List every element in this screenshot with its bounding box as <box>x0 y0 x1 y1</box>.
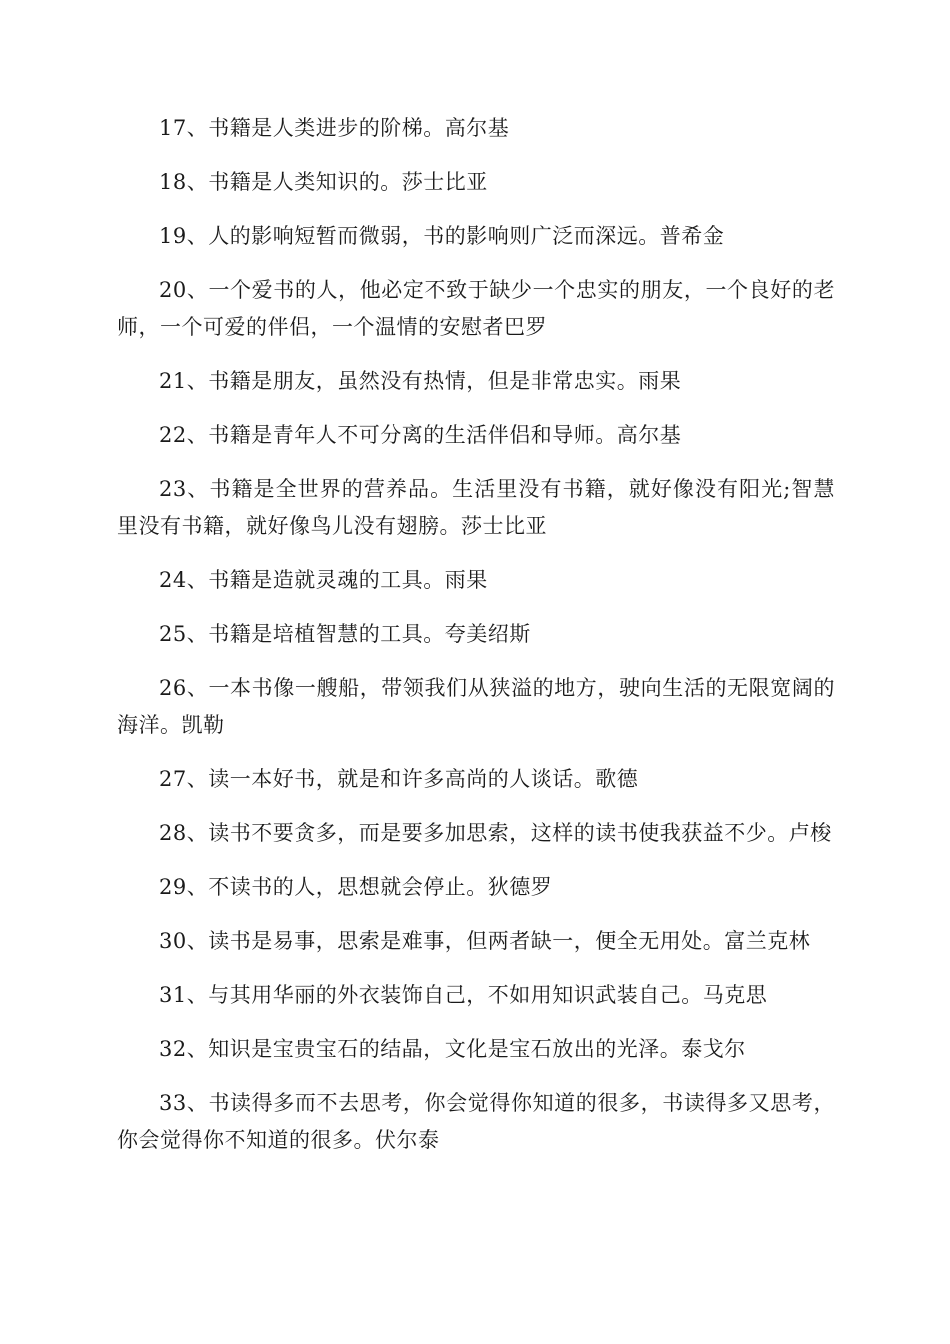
quote-item: 26、一本书像一艘船，带领我们从狭溢的地方，驶向生活的无限宽阔的海洋。凯勒 <box>117 676 835 737</box>
quote-item: 21、书籍是朋友，虽然没有热情，但是非常忠实。雨果 <box>159 369 682 393</box>
quote-item: 19、人的影响短暂而微弱，书的影响则广泛而深远。普希金 <box>159 224 725 248</box>
quote-item: 22、书籍是青年人不可分离的生活伴侣和导师。高尔基 <box>159 423 682 447</box>
quote-list <box>117 110 835 1176</box>
quote-item: 32、知识是宝贵宝石的结晶，文化是宝石放出的光泽。泰戈尔 <box>159 1037 746 1061</box>
quote-item: 23、书籍是全世界的营养品。生活里没有书籍，就好像没有阳光;智慧里没有书籍，就好像鸟儿没有翅膀。莎士比亚 <box>117 477 835 538</box>
quote-item: 18、书籍是人类知识的。莎士比亚 <box>159 170 488 194</box>
quote-item: 33、书读得多而不去思考，你会觉得你知道的很多，书读得多又思考，你会觉得你不知道的很多。伏尔泰 <box>117 1091 835 1152</box>
quote-item: 29、不读书的人，思想就会停止。狄德罗 <box>159 875 553 899</box>
quote-item: 20、一个爱书的人，他必定不致于缺少一个忠实的朋友，一个良好的老师，一个可爱的伴侣，一个温情的安慰者巴罗 <box>117 278 835 339</box>
quote-item: 17、书籍是人类进步的阶梯。高尔基 <box>159 116 510 140</box>
quote-item: 25、书籍是培植智慧的工具。夸美绍斯 <box>159 622 531 646</box>
quote-item: 30、读书是易事，思索是难事，但两者缺一，便全无用处。富兰克林 <box>159 929 811 953</box>
quote-item: 28、读书不要贪多，而是要多加思索，这样的读书使我获益不少。卢梭 <box>159 821 832 845</box>
quote-item: 24、书籍是造就灵魂的工具。雨果 <box>159 568 488 592</box>
quote-item: 27、读一本好书，就是和许多高尚的人谈话。歌德 <box>159 767 639 791</box>
quote-item: 31、与其用华丽的外衣装饰自己，不如用知识武装自己。马克思 <box>159 983 768 1007</box>
